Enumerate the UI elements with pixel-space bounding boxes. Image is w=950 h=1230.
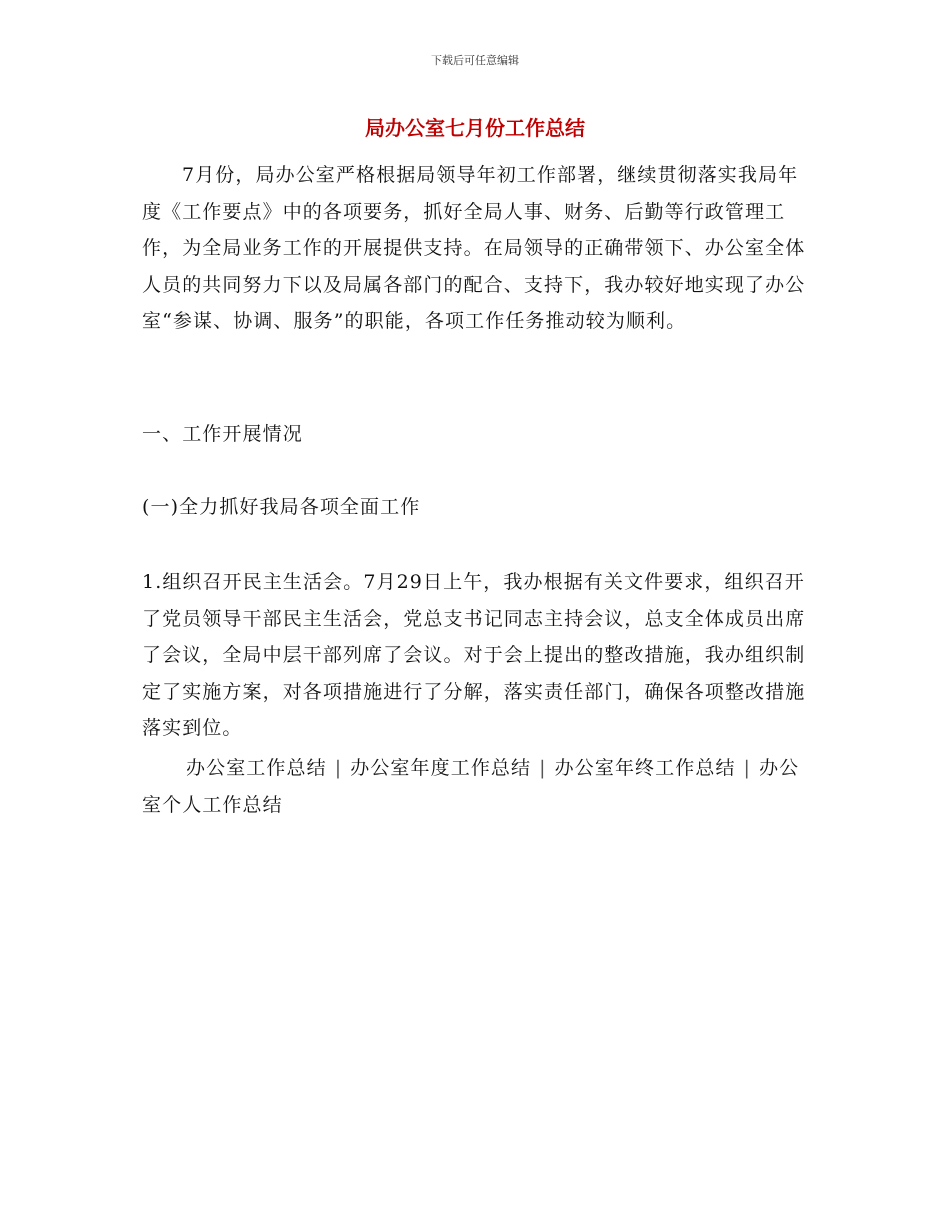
intro-paragraph: 7月份，局办公室严格根据局领导年初工作部署，继续贯彻落实我局年度《工作要点》中的各项要务，抓好全局人事、财务、后勤等行政管理工作，为全局业务工作的开展提供支持。在局领导的正确带领下、办公室全体人员的共同努力下以及局属各部门的配合、支持下，我办较好地实现了办公室“参谋、协调、服务”的职能，各项工作任务推动较为顺利。 xyxy=(142,164,806,332)
link-separator: | xyxy=(743,757,752,779)
related-link-personal-summary[interactable]: 办公室个人工作总结 xyxy=(142,757,800,816)
related-link-office-summary[interactable]: 办公室工作总结 xyxy=(186,757,327,779)
document-title: 局办公室七月份工作总结 xyxy=(365,116,585,140)
section-heading: 一、工作开展情况 xyxy=(142,423,303,445)
item-paragraph: 1.组织召开民主生活会。7月29日上午，我办根据有关文件要求，组织召开了党员领导干部民主生活会，党总支书记同志主持会议，总支全体成员出席了会议，全局中层干部列席了会议。对于会上提出的整改措施，我办组织制定了实施方案，对各项措施进行了分解，落实责任部门，确保各项整改措施落实到位。 xyxy=(142,571,806,739)
link-separator: | xyxy=(334,757,343,779)
subsection-heading: (一)全力抓好我局各项全面工作 xyxy=(142,496,421,518)
page-header-note: 下载后可任意编辑 xyxy=(431,54,519,67)
link-separator: | xyxy=(539,757,547,779)
related-link-year-end-summary[interactable]: 办公室年终工作总结 xyxy=(554,757,736,779)
related-links xyxy=(142,750,810,823)
related-link-annual-summary[interactable]: 办公室年度工作总结 xyxy=(350,757,532,779)
